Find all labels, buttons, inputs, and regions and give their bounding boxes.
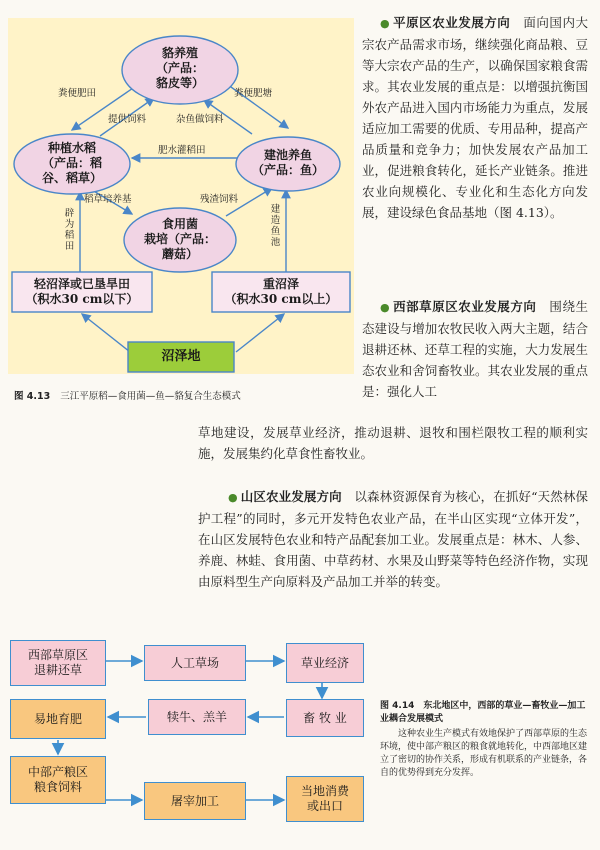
bullet-icon: ● <box>228 491 238 504</box>
plain-heading: 平原区农业发展方向 <box>393 15 511 30</box>
figure-4-14-caption <box>380 700 590 780</box>
node-marsh: 沼泽地 <box>161 349 201 364</box>
paragraph-west-top <box>362 296 588 402</box>
label-manure-rice: 粪便肥田 <box>58 88 97 99</box>
node-fish: 建池养鱼 （产品：鱼） <box>251 148 324 177</box>
label-pond: 建造鱼池 <box>270 204 281 248</box>
node-raccoon: 貉养殖 （产品： 貉皮等） <box>155 46 204 90</box>
bullet-icon: ● <box>380 17 391 30</box>
box-artificial-grassland: 人工草场 <box>144 645 246 681</box>
node-light-marsh: 轻沼泽或已垦旱田 （积水30 cm以下） <box>25 277 139 306</box>
figure-4-13-caption <box>14 388 241 402</box>
figure-4-14-description: 这种农业生产模式有效地保护了西部草原的生态环境，使中部产粮区的粮食就地转化，中西部地区建立了密切的协作关系，形成有机联系的产业链条，各自的优势得到充分发挥。 <box>380 729 588 778</box>
figure-4-13 <box>8 18 354 374</box>
box-west-grassland: 西部草原区 退耕还草 <box>10 640 106 686</box>
paragraph-plain <box>362 12 588 223</box>
west-body: 围绕生态建设与增加农牧民收入两大主题，结合退耕还林、还草工程的实施，大力发展生态农业和舍饲畜牧业。其农业发展的重点是：强化人工 <box>362 299 588 399</box>
paragraph-mountain <box>198 486 588 592</box>
node-fungi: 食用菌 栽培（产品： 蘑菇） <box>143 217 216 261</box>
bullet-icon: ● <box>380 301 391 314</box>
box-slaughter: 屠宰加工 <box>144 782 246 820</box>
caption-number: 图 4.13 <box>14 391 51 402</box>
west-heading: 西部草原区农业发展方向 <box>393 299 537 314</box>
label-misc-feed: 杂鱼做饲料 <box>176 114 224 125</box>
node-heavy-marsh: 重沼泽 （积水30 cm以上） <box>224 277 338 306</box>
label-feed-supply: 提供饲料 <box>108 114 147 125</box>
caption-text: 三江平原稻—食用菌—鱼—貉复合生态模式 <box>60 391 241 402</box>
box-grain-area: 中部产粮区 粮食饲料 <box>10 756 106 804</box>
label-fertile-water: 肥水灌稻田 <box>158 145 206 156</box>
node-rice: 种植水稻 （产品：稻 谷、稻草） <box>41 141 102 185</box>
label-straw: 稻草培养基 <box>84 194 132 205</box>
mountain-heading: 山区农业发展方向 <box>240 489 342 504</box>
box-grass-economy: 草业经济 <box>286 643 364 683</box>
label-manure-pond: 粪便肥塘 <box>234 88 273 99</box>
box-husbandry: 畜 牧 业 <box>286 699 364 737</box>
box-fattening: 易地育肥 <box>10 699 106 739</box>
label-reclaim: 辟为稻田 <box>64 208 75 252</box>
box-consume-export: 当地消费 或出口 <box>286 776 364 822</box>
mountain-body: 以森林资源保育为核心，在抓好“天然林保护工程”的同时，多元开发特色农业产品，在半山区实现“立体开发”，在山区发展特色农业和特产品配套加工业。发展重点是：林木、人参、养鹿、林蛙、食用菌、中草药材、水果及山野菜等特色经济作物，实现由原料型生产向原料及产品加工并举的转变。 <box>198 489 588 589</box>
plain-body: 面向国内大宗农产品需求市场，继续强化商品粮、豆等大宗农产品的生产，以确保国家粮食需求。其农业发展的重点是：以增强抗衡国外农产品进入国内市场能力为重点，发展适应加工需要的优质、专用品种，提高产品质量和竞争力；加快发展农产品加工业，促进粮食转化，延长产业链条。推进农业向规模化、专业化和生态化方向发展，建设绿色食品基地（图 4.13）。 <box>362 15 588 220</box>
label-residue: 残渣饲料 <box>200 194 239 205</box>
paragraph-west-bottom: 草地建设，发展草业经济，推动退耕、退牧和围栏限牧工程的顺利实施，发展集约化草食性畜牧业。 <box>198 425 588 461</box>
box-calves-lambs: 犊牛、羔羊 <box>148 699 246 735</box>
figure-4-14-title: 图 4.14 东北地区中，西部的草业—畜牧业—加工业耦合发展模式 <box>380 701 586 724</box>
